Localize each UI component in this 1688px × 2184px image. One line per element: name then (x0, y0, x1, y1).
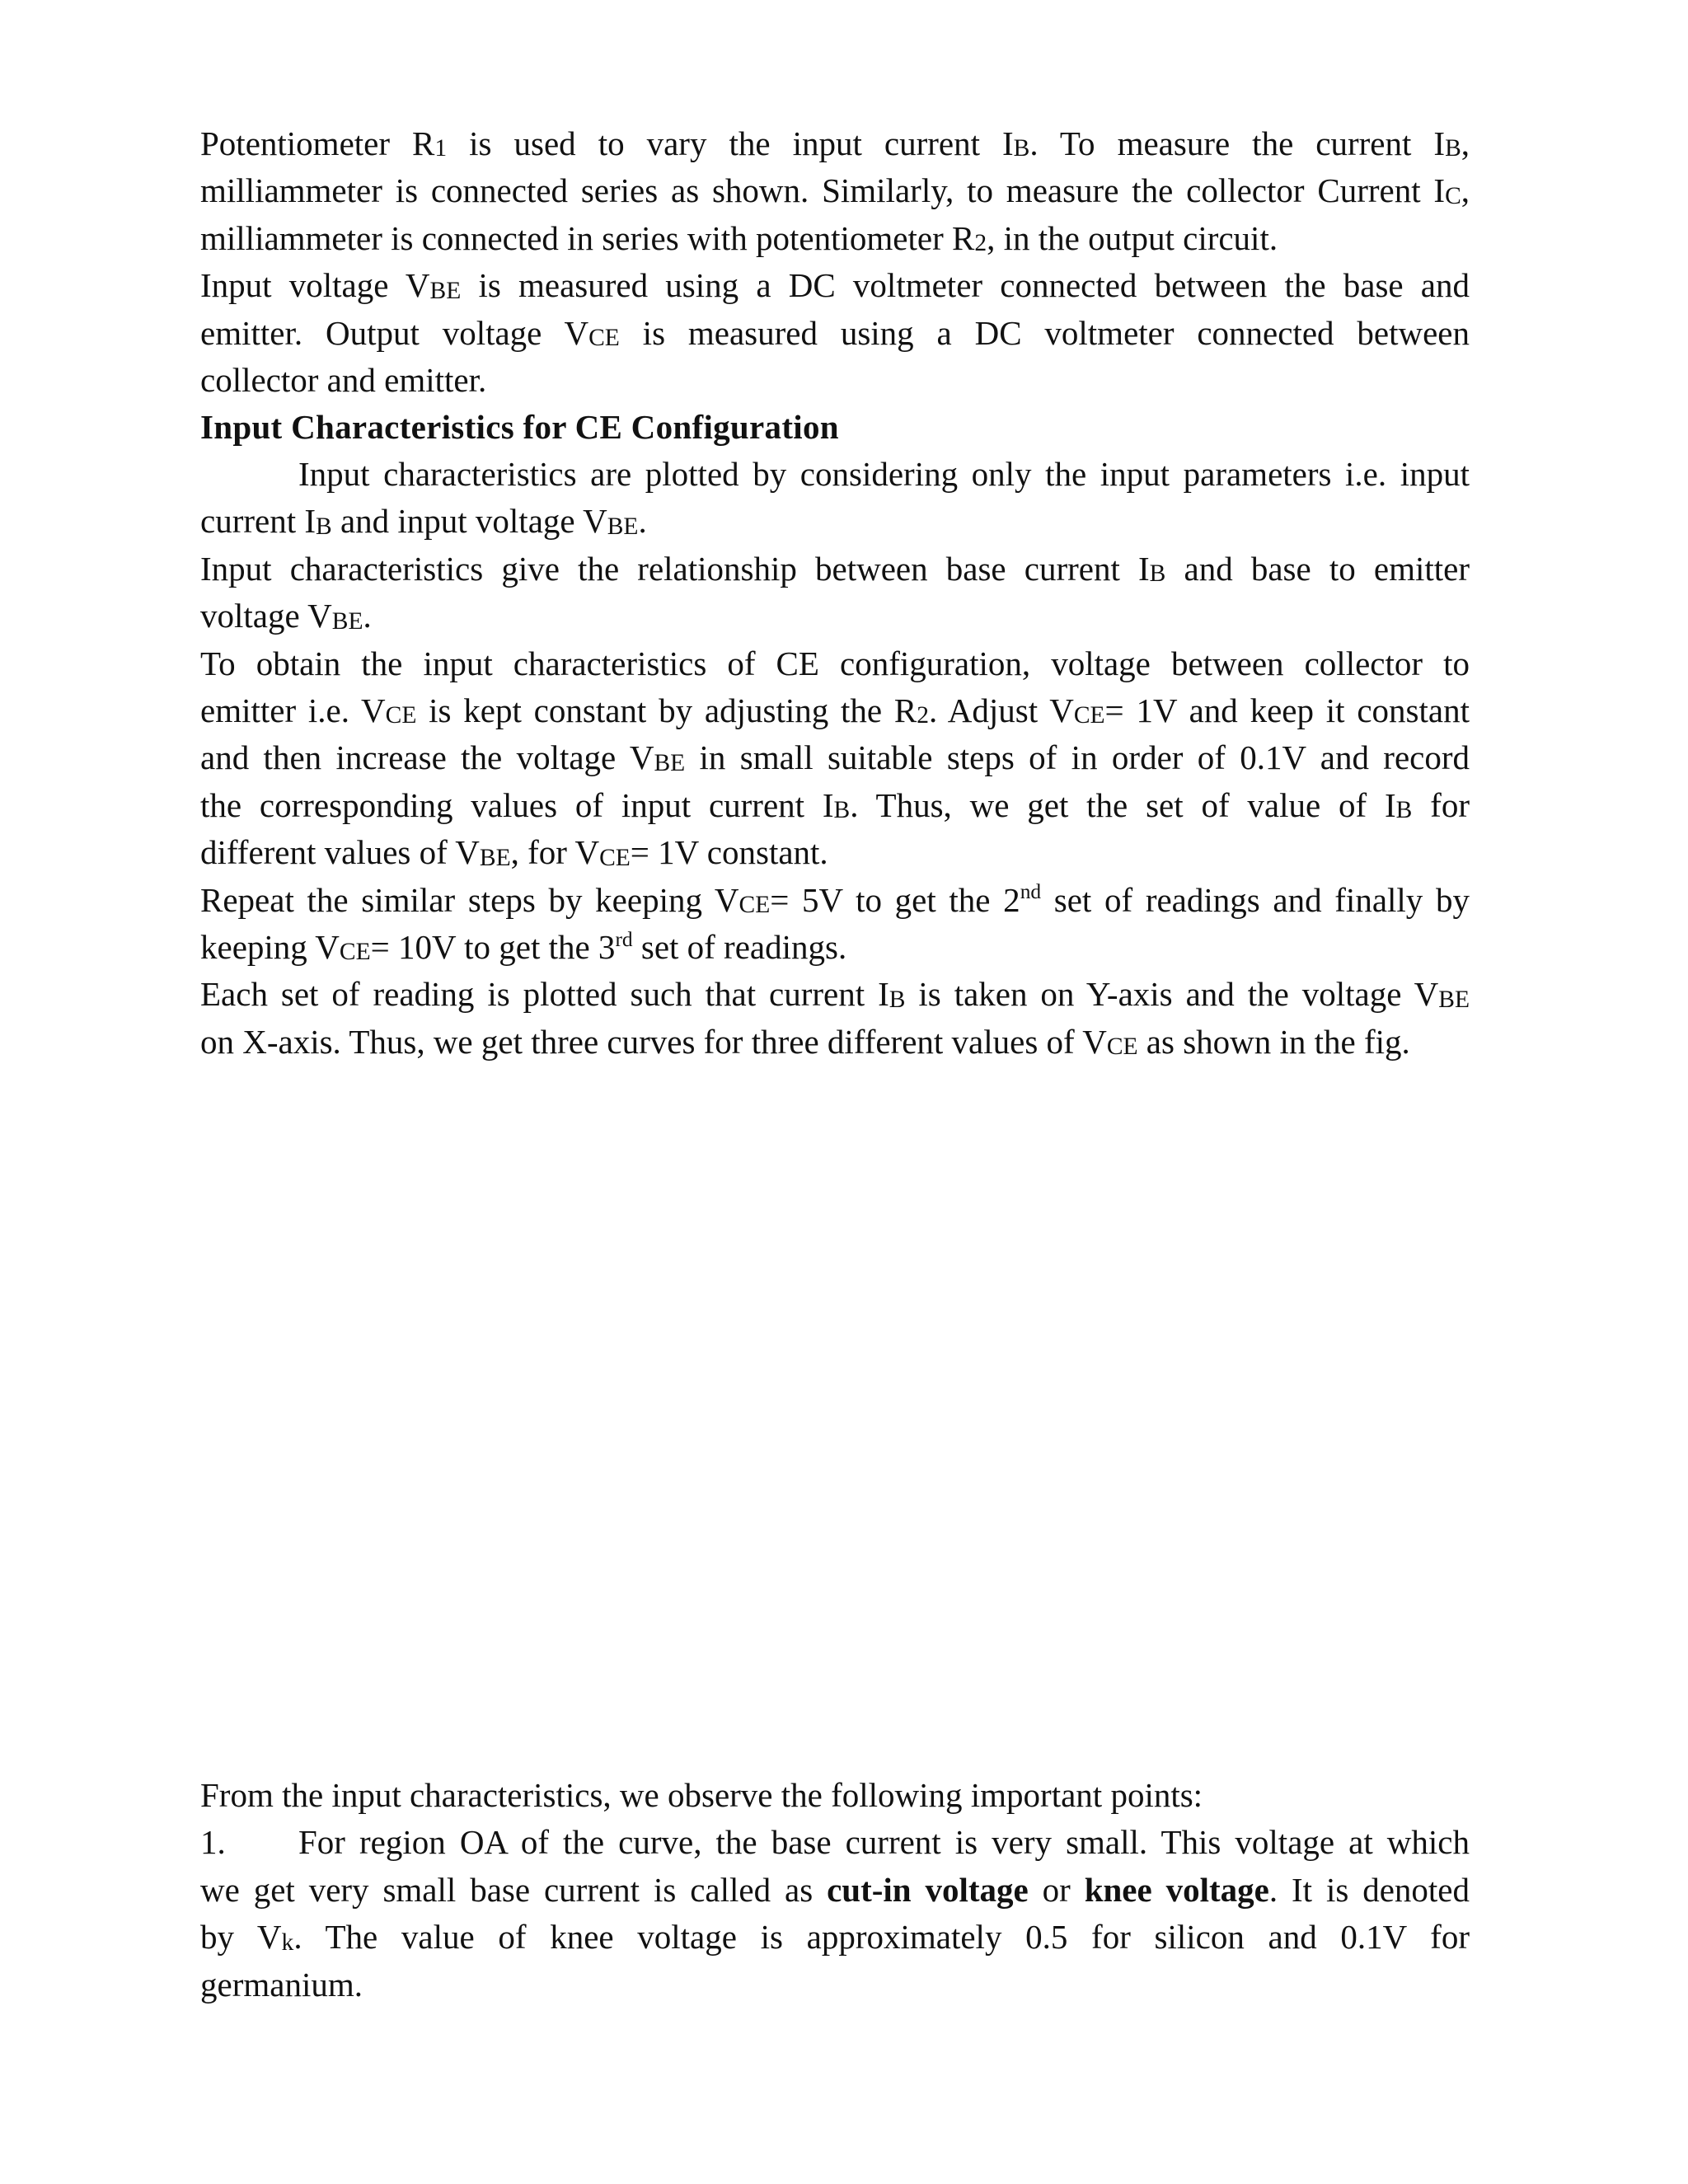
text-run: emitter i.e. V (200, 691, 386, 729)
text-run: for (1412, 785, 1470, 824)
text-run: = 10V to get the 3 (370, 927, 616, 966)
subscript: 2 (917, 702, 930, 729)
text-run: = 5V to get the 2 (770, 880, 1020, 919)
bold-term: knee voltage (1084, 1870, 1269, 1909)
text-line (200, 1772, 1470, 1819)
text-run: , (1461, 171, 1470, 210)
text-line (200, 310, 1470, 357)
text-run: milliammeter is connected series as shown. Similarly, to measure the collector Current I (200, 171, 1446, 210)
text-run: emitter. Output voltage V (200, 313, 589, 352)
subscript: CE (599, 844, 631, 871)
text-run: different values of V (200, 833, 480, 872)
text-run: For region OA of the curve, the base current is very small. This voltage at which (298, 1823, 1470, 1862)
superscript: rd (615, 927, 633, 951)
text-run: Potentiometer R (200, 124, 435, 162)
subscript: B (1395, 797, 1413, 824)
text-run: milliammeter is connected in series with potentiometer R (200, 218, 975, 257)
text-line (200, 782, 1470, 829)
text-run: set of readings and finally by (1041, 880, 1470, 919)
text-line (200, 546, 1470, 593)
text-run: germanium. (200, 1965, 363, 2004)
subscript: B (1149, 560, 1166, 588)
superscript: nd (1020, 880, 1042, 904)
text-run: = 1V constant. (630, 833, 828, 872)
subscript: CE (385, 702, 417, 729)
text-run: Repeat the similar steps by keeping V (200, 880, 739, 919)
subscript: BE (607, 513, 639, 540)
text-run: or (1028, 1870, 1085, 1909)
text-line (200, 734, 1470, 781)
subscript: B (1013, 135, 1030, 162)
list-number: 1. (200, 1823, 226, 1862)
subscript: CE (1106, 1033, 1138, 1061)
text-run: = 1V and keep it constant (1104, 691, 1470, 729)
subscript: B (833, 797, 851, 824)
text-run: is measured using a DC voltmeter connected between (619, 313, 1470, 352)
text-run: , for V (510, 833, 600, 872)
text-line (200, 971, 1470, 1018)
text-run: is used to vary the input current I (447, 124, 1014, 162)
text-run: and input voltage V (331, 502, 607, 541)
subscript: CE (1073, 702, 1105, 729)
text-run: Input characteristics are plotted by considering only the input parameters i.e. input (298, 455, 1470, 493)
subscript: BE (1438, 986, 1470, 1013)
text-line (200, 1961, 1470, 2008)
text-line (200, 357, 1470, 404)
text-run: , (1461, 124, 1470, 162)
text-run: we get very small base current is called as (200, 1870, 828, 1909)
text-run: is measured using a DC voltmeter connected between the base and (461, 266, 1470, 305)
subscript: CE (588, 325, 620, 352)
text-run: . To measure the current I (1029, 124, 1446, 162)
text-line (200, 262, 1470, 309)
text-line (200, 687, 1470, 734)
text-line (200, 829, 1470, 876)
text-run: and base to emitter (1165, 549, 1470, 588)
text-line (200, 1867, 1470, 1914)
text-run: in small suitable steps of in order of 0.1V and record (685, 738, 1470, 777)
text-run: on X-axis. Thus, we get three curves for three different values of V (200, 1022, 1107, 1061)
text-run: Each set of reading is plotted such that current I (200, 975, 889, 1014)
text-line (200, 451, 1470, 498)
text-run: collector and emitter. (200, 360, 487, 399)
text-line (200, 877, 1470, 924)
text-run: . Adjust V (929, 691, 1074, 729)
text-run: by V (200, 1918, 282, 1957)
text-run: is taken on Y-axis and the voltage V (905, 975, 1439, 1014)
subscript: 1 (434, 135, 448, 162)
text-line (200, 498, 1470, 545)
subscript: BE (654, 749, 686, 776)
subscript: k (281, 1929, 294, 1956)
text-run: . (363, 597, 372, 635)
text-run: set of readings. (632, 927, 847, 966)
subscript: BE (429, 277, 462, 304)
subscript: CE (339, 939, 371, 966)
text-line (200, 1914, 1470, 1961)
paragraph-block-input-characteristics (200, 451, 1470, 1066)
text-run: Input characteristics give the relationship between base current I (200, 549, 1150, 588)
text-run: . (638, 502, 647, 541)
text-line (200, 215, 1470, 262)
subscript: B (1445, 135, 1461, 162)
subscript: B (889, 986, 906, 1013)
text-line (200, 924, 1470, 971)
text-run: and then increase the voltage V (200, 738, 654, 777)
text-run: To obtain the input characteristics of CE configuration, voltage between collector to (200, 644, 1470, 682)
subscript: CE (738, 891, 771, 918)
text-run: as shown in the fig. (1137, 1022, 1410, 1061)
bold-term: cut-in voltage (827, 1870, 1029, 1909)
text-line (200, 120, 1470, 167)
subscript: B (316, 513, 332, 540)
text-run: keeping V (200, 927, 340, 966)
text-line (200, 1819, 1470, 1866)
text-run: is kept constant by adjusting the R (416, 691, 917, 729)
text-run: the corresponding values of input current I (200, 785, 834, 824)
text-run: . Thus, we get the set of value of I (850, 785, 1396, 824)
text-run: From the input characteristics, we observe the following important points: (200, 1776, 1203, 1814)
subscript: 2 (974, 230, 987, 257)
subscript: C (1445, 182, 1461, 209)
paragraph-block-measurement (200, 120, 1470, 404)
text-run: current I (200, 502, 316, 541)
text-line (200, 593, 1470, 640)
text-run: , in the output circuit. (987, 218, 1278, 257)
text-line (200, 167, 1470, 214)
subscript: BE (331, 607, 363, 635)
text-line (200, 1019, 1470, 1066)
paragraph-block-observations (200, 1772, 1470, 2008)
text-run: . It is denoted (1268, 1870, 1470, 1909)
section-heading: Input Characteristics for CE Configuration (200, 408, 839, 446)
text-run: voltage V (200, 597, 332, 635)
text-run: Input voltage V (200, 266, 430, 305)
text-run: . The value of knee voltage is approximately 0.5 for silicon and 0.1V for (293, 1918, 1470, 1957)
subscript: BE (479, 844, 511, 871)
text-line (200, 640, 1470, 687)
